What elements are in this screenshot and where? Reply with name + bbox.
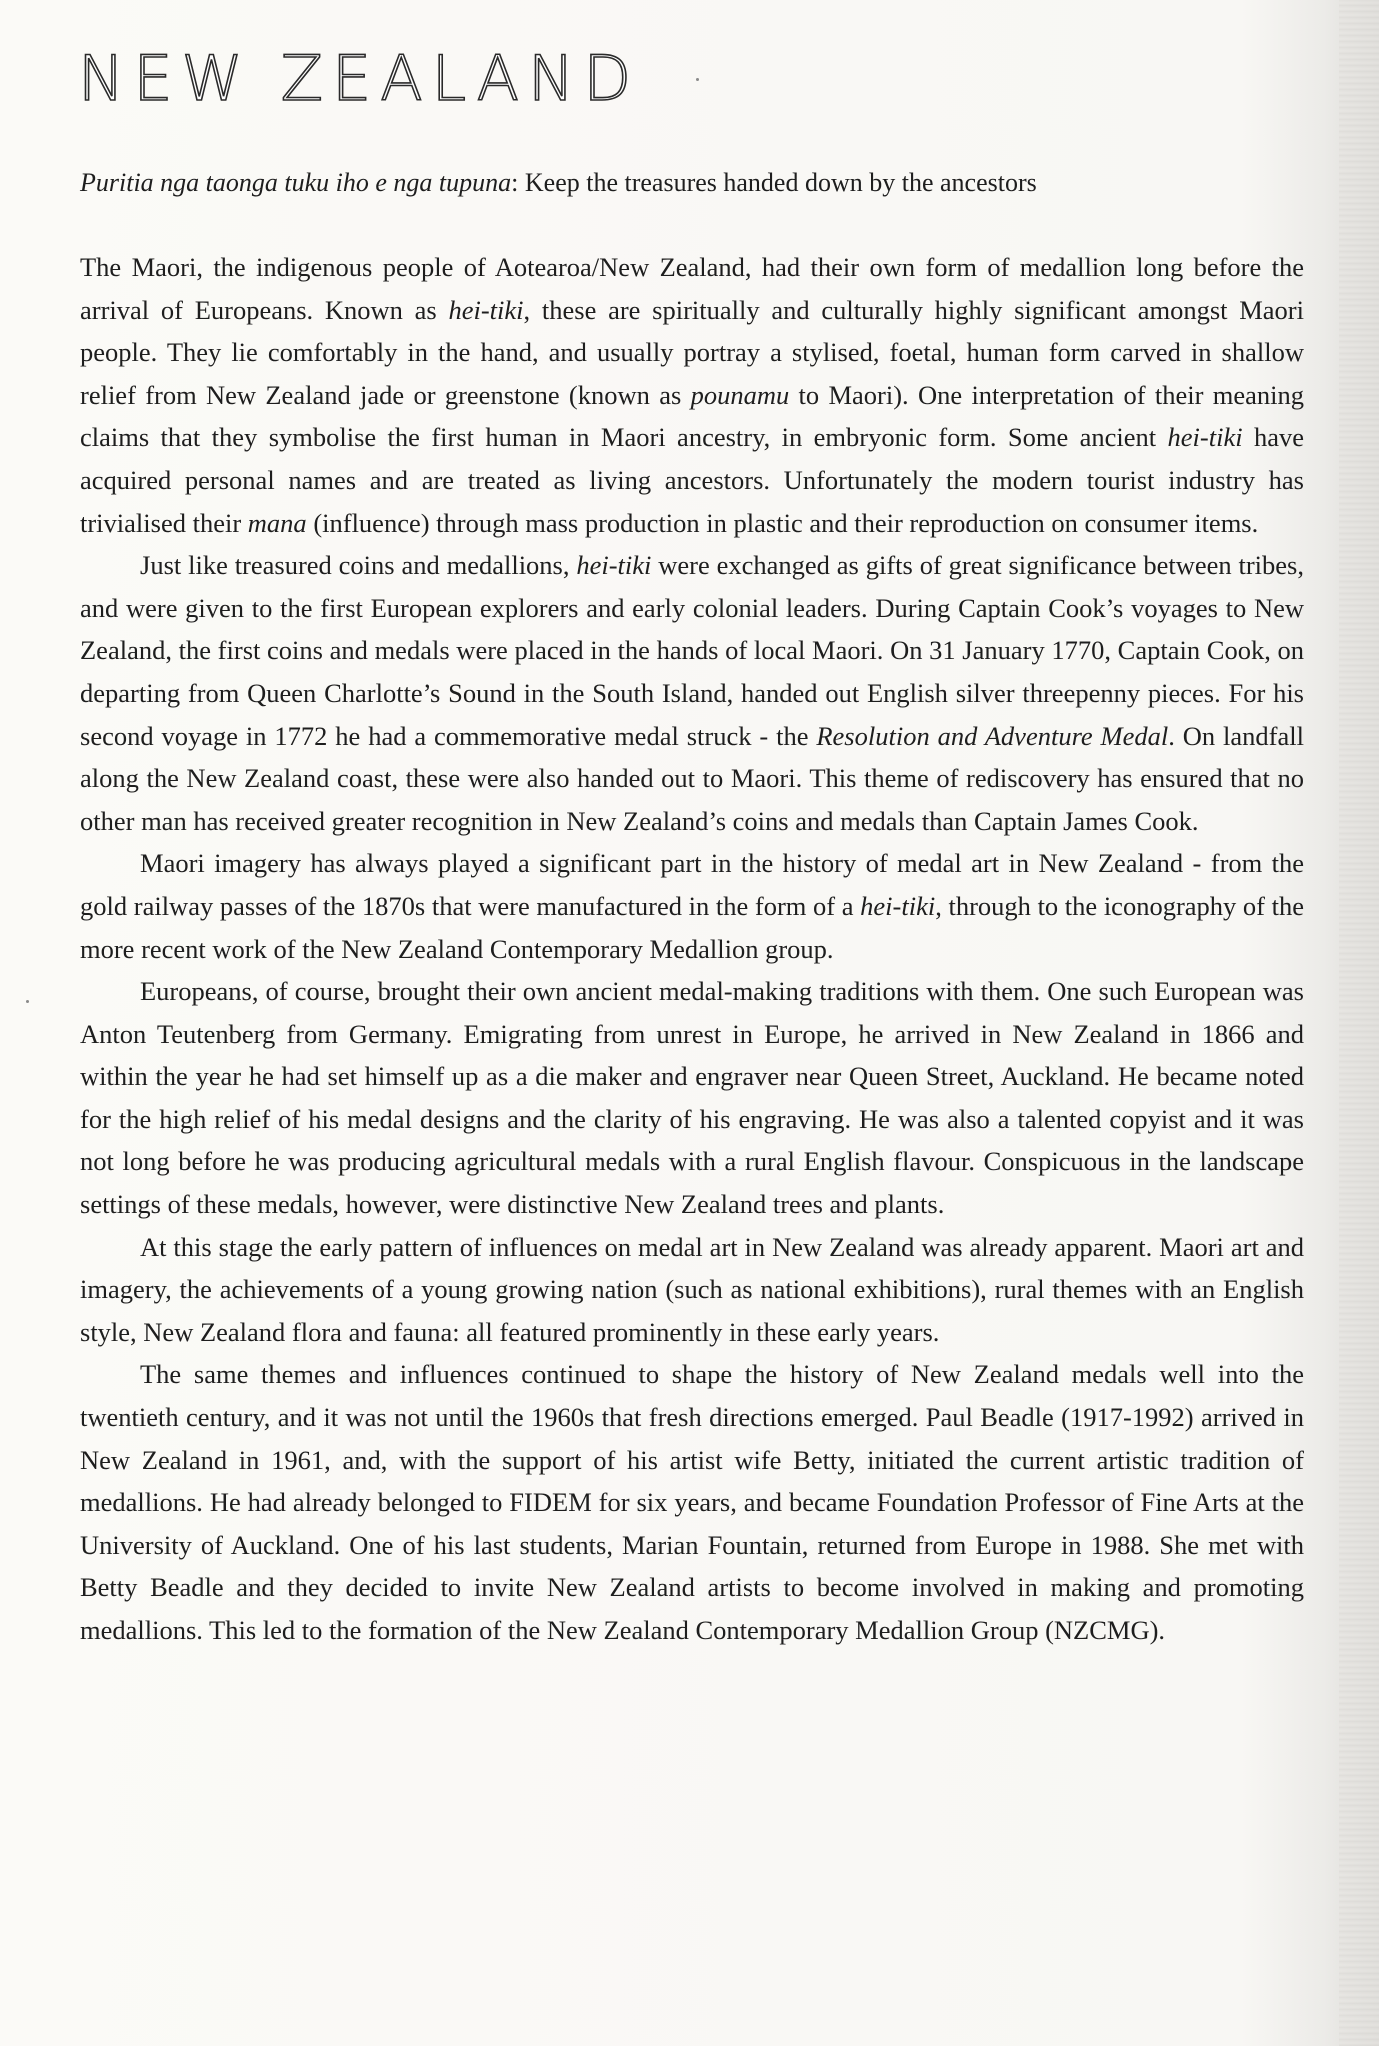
motto (80, 166, 1310, 200)
text-run: Just like treasured coins and medallions, (140, 550, 577, 581)
motto-maori: Puritia nga taonga tuku iho e nga tupuna (80, 168, 512, 197)
paragraph-5: At this stage the early pattern of influences on medal art in New Zealand was already apparent. Maori art and imagery, the achievements of a young growing nation (such as national exhibitions), rural themes with an English style, New Zealand flora and fauna: all featured prominently in these early years. (80, 1231, 1304, 1347)
text-run: , through to the iconography of the more recent work of the New Zealand Contemporary Medallion group. (80, 890, 1305, 964)
page-title: NEW ZEALAND (78, 42, 641, 115)
text-run: Maori imagery has always played a significant part in the history of medal art in New Zealand - from the gold railway passes of the 1870s that were manufactured in the form of a (80, 848, 1304, 921)
italic-term: hei-tiki (448, 294, 524, 325)
text-run: . On landfall along the New Zealand coast, these were also handed out to Maori. This theme of rediscovery has ensured that no other man has received greater recognition in New Zealand’s coins and medals than Captain James Cook. (80, 720, 1304, 836)
text-run: were exchanged as gifts of great significance between tribes, and were given to the first European explorers and early colonial leaders. During Captain Cook’s voyages to New Zealand, the first coins and medals were placed in the hands of local Maori. On 31 January 1770, Captain Cook, on departing from Queen Charlotte’s Sound in the South Island, handed out English silver threepenny pieces. For his second voyage in 1772 he had a commemorative medal struck - the (80, 550, 1304, 751)
text-run: have acquired personal names and are treated as living ancestors. Unfortunately the modern tourist industry has trivialised their (80, 422, 1304, 538)
article-body (80, 246, 1304, 1652)
paragraph-4: Europeans, of course, brought their own ancient medal-making traditions with them. One such European was Anton Teutenberg from Germany. Emigrating from unrest in Europe, he arrived in New Zealand in 1866 and within the year he had set himself up as a die maker and engraver near Queen Street, Auckland. He became noted for the high relief of his medal designs and the clarity of his engraving. He was also a talented copyist and it was not long before he was producing agricultural medals with a rural English flavour. Conspicuous in the landscape settings of these medals, however, were distinctive New Zealand trees and plants. (80, 976, 1304, 1220)
italic-term: hei-tiki (1167, 422, 1243, 453)
text-run: The Maori, the indigenous people of Aotearoa/New Zealand, had their own form of medallion long before the arrival of Europeans. Known as (80, 252, 1304, 325)
italic-term: pounamu (690, 379, 790, 410)
page-edge-shadow (1339, 0, 1379, 2046)
paragraph-6: The same themes and influences continued to shape the history of New Zealand medals well into the twentieth century, and it was not until the 1960s that fresh directions emerged. Paul Beadle (1917-1992) arrived in New Zealand in 1961, and, with the support of his artist wife Betty, initiated the current artistic tradition of medallions. He had already belonged to FIDEM for six years, and became Foundation Professor of Fine Arts at the University of Auckland. One of his last students, Marian Fountain, returned from Europe in 1988. She met with Betty Beadle and they decided to invite New Zealand artists to become involved in making and promoting medallions. This led to the formation of the New Zealand Contemporary Medallion Group (NZCMG). (80, 1359, 1304, 1645)
italic-term: hei-tiki (576, 550, 652, 581)
paragraph-1 (80, 246, 1304, 544)
text-run: , these are spiritually and culturally highly significant amongst Maori people. They lie comfortably in the hand, and usually portray a stylised, foetal, human form carved in shallow relief from New Zealand jade or greenstone (known as (80, 294, 1304, 410)
motto-english: : Keep the treasures handed down by the ancestors (511, 168, 1037, 197)
scan-speck (26, 1000, 29, 1003)
text-run: to Maori). One interpretation of their meaning claims that they symbolise the first human in Maori ancestry, in embryonic form. Some ancient (80, 379, 1304, 453)
italic-term: hei-tiki (860, 890, 936, 921)
italic-term: mana (247, 507, 307, 538)
scan-speck (696, 78, 699, 81)
paragraph-3 (80, 842, 1304, 970)
italic-term: Resolution and Adventure Medal (816, 720, 1169, 751)
text-run: (influence) through mass production in plastic and their reproduction on consumer items. (306, 507, 1259, 538)
paragraph-2 (80, 544, 1304, 842)
